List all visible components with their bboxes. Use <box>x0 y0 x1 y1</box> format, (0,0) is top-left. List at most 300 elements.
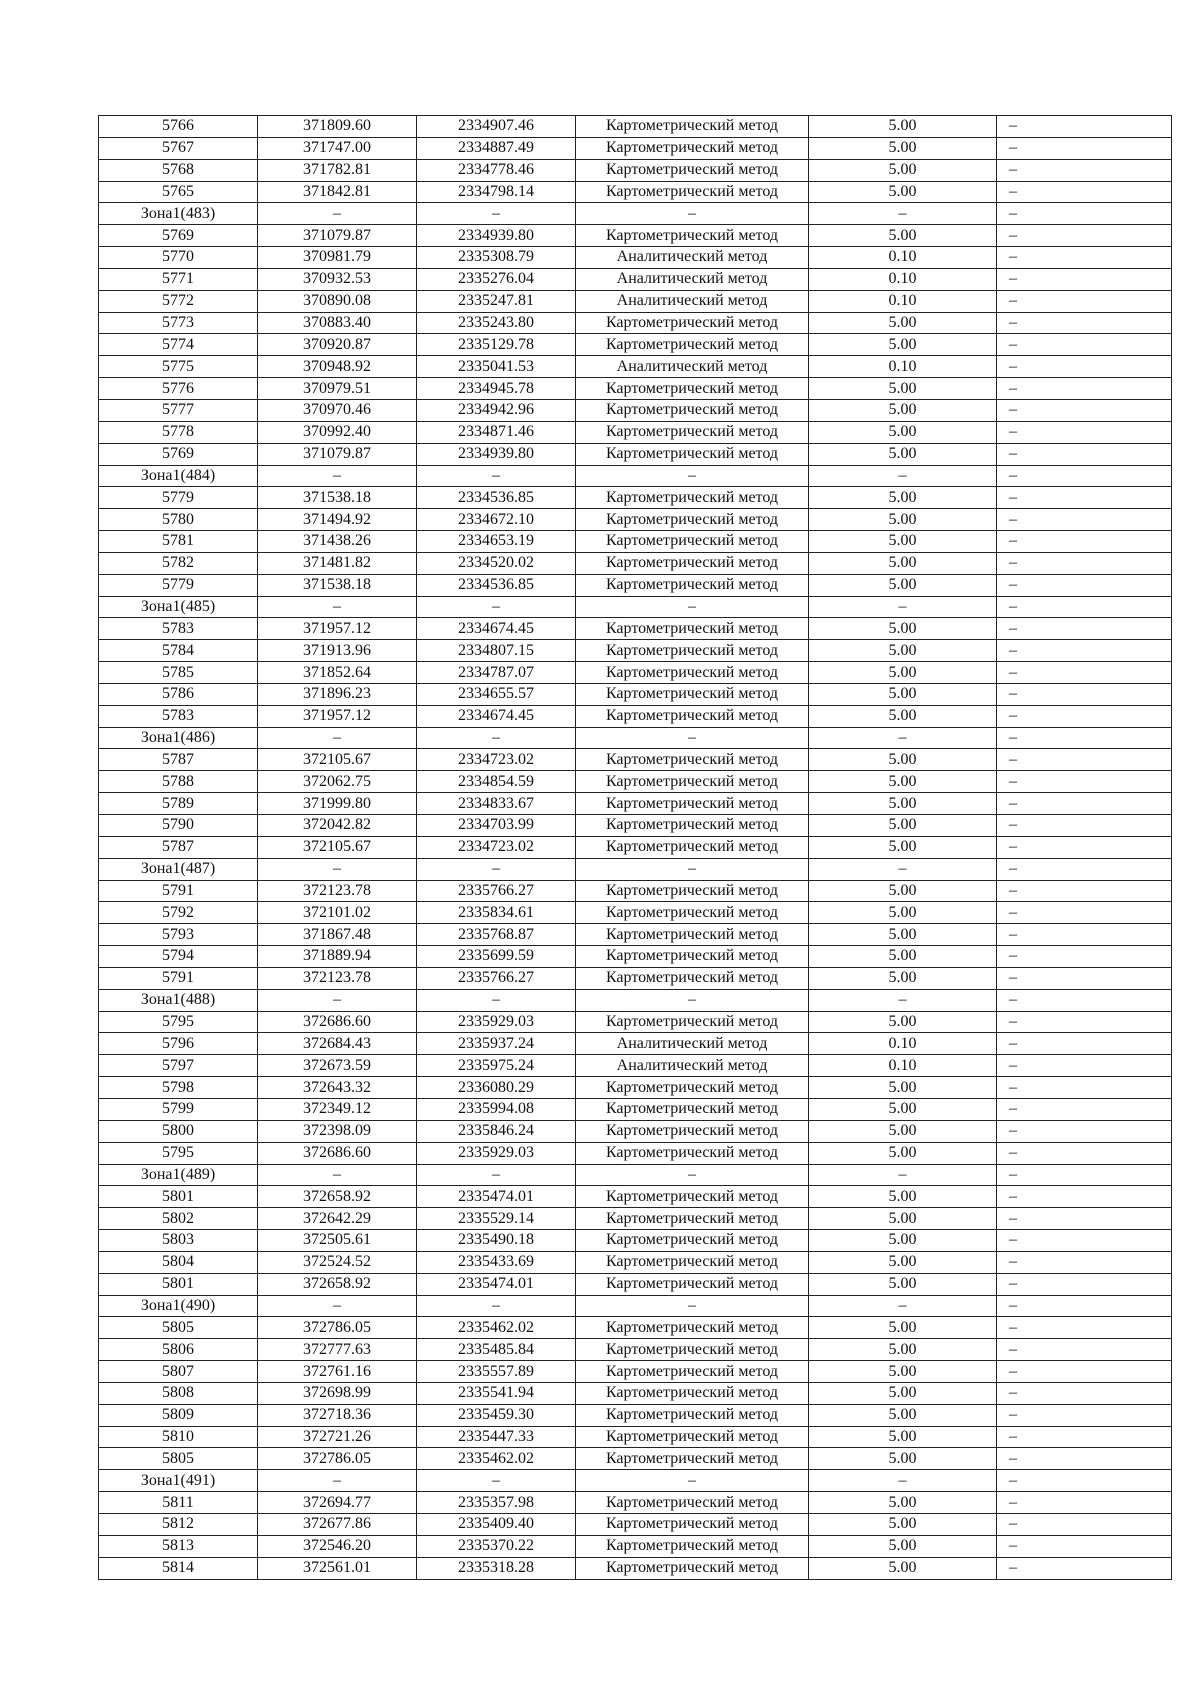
description-cell: – <box>997 1055 1172 1077</box>
point-id-cell: 5770 <box>99 247 258 269</box>
accuracy-cell: 5.00 <box>809 312 997 334</box>
description-cell: – <box>997 924 1172 946</box>
description-cell: – <box>997 1317 1172 1339</box>
zone-header-row <box>99 465 1172 487</box>
accuracy-cell: 5.00 <box>809 487 997 509</box>
accuracy-cell: – <box>809 596 997 618</box>
point-id-cell: 5772 <box>99 290 258 312</box>
zone-label-cell: Зона1(484) <box>99 465 258 487</box>
coordinates-table <box>98 115 1172 1580</box>
accuracy-cell: 5.00 <box>809 1186 997 1208</box>
point-id-cell: 5800 <box>99 1120 258 1142</box>
point-id-cell: 5796 <box>99 1033 258 1055</box>
method-cell: Картометрический метод <box>576 1208 809 1230</box>
description-cell: – <box>997 487 1172 509</box>
table-row <box>99 1142 1172 1164</box>
description-cell: – <box>997 1339 1172 1361</box>
zone-header-row <box>99 1164 1172 1186</box>
point-id-cell: 5783 <box>99 705 258 727</box>
accuracy-cell: 5.00 <box>809 1317 997 1339</box>
description-cell: – <box>997 1098 1172 1120</box>
accuracy-cell: 5.00 <box>809 683 997 705</box>
description-cell: – <box>997 552 1172 574</box>
y-coordinate-cell: – <box>417 727 576 749</box>
accuracy-cell: 5.00 <box>809 924 997 946</box>
x-coordinate-cell: 372677.86 <box>258 1514 417 1536</box>
method-cell: Картометрический метод <box>576 574 809 596</box>
y-coordinate-cell: 2335937.24 <box>417 1033 576 1055</box>
accuracy-cell: 5.00 <box>809 1448 997 1470</box>
table-row <box>99 1251 1172 1273</box>
x-coordinate-cell: 371494.92 <box>258 509 417 531</box>
table-row <box>99 181 1172 203</box>
x-coordinate-cell: 372642.29 <box>258 1208 417 1230</box>
point-id-cell: 5798 <box>99 1077 258 1099</box>
y-coordinate-cell: 2334674.45 <box>417 705 576 727</box>
table-row <box>99 1208 1172 1230</box>
accuracy-cell: 5.00 <box>809 967 997 989</box>
accuracy-cell: 5.00 <box>809 443 997 465</box>
accuracy-cell: – <box>809 989 997 1011</box>
method-cell: Картометрический метод <box>576 443 809 465</box>
accuracy-cell: 5.00 <box>809 749 997 771</box>
method-cell: – <box>576 596 809 618</box>
y-coordinate-cell: 2334653.19 <box>417 531 576 553</box>
x-coordinate-cell: 372698.99 <box>258 1382 417 1404</box>
description-cell: – <box>997 531 1172 553</box>
table-row <box>99 640 1172 662</box>
table-row <box>99 312 1172 334</box>
description-cell: – <box>997 858 1172 880</box>
table-row <box>99 1230 1172 1252</box>
y-coordinate-cell: 2334520.02 <box>417 552 576 574</box>
zone-header-row <box>99 727 1172 749</box>
y-coordinate-cell: 2335409.40 <box>417 1514 576 1536</box>
accuracy-cell: 5.00 <box>809 1142 997 1164</box>
y-coordinate-cell: 2334942.96 <box>417 399 576 421</box>
method-cell: Картометрический метод <box>576 640 809 662</box>
description-cell: – <box>997 334 1172 356</box>
accuracy-cell: 0.10 <box>809 1033 997 1055</box>
y-coordinate-cell: 2334871.46 <box>417 421 576 443</box>
point-id-cell: 5794 <box>99 946 258 968</box>
description-cell: – <box>997 705 1172 727</box>
accuracy-cell: 5.00 <box>809 378 997 400</box>
table-row <box>99 137 1172 159</box>
accuracy-cell: – <box>809 1164 997 1186</box>
y-coordinate-cell: 2335462.02 <box>417 1448 576 1470</box>
method-cell: Картометрический метод <box>576 116 809 138</box>
description-cell: – <box>997 1208 1172 1230</box>
method-cell: – <box>576 727 809 749</box>
point-id-cell: 5782 <box>99 552 258 574</box>
accuracy-cell: 0.10 <box>809 290 997 312</box>
y-coordinate-cell: 2335462.02 <box>417 1317 576 1339</box>
x-coordinate-cell: 371481.82 <box>258 552 417 574</box>
table-row <box>99 1077 1172 1099</box>
accuracy-cell: 5.00 <box>809 181 997 203</box>
y-coordinate-cell: 2335474.01 <box>417 1273 576 1295</box>
point-id-cell: 5805 <box>99 1448 258 1470</box>
x-coordinate-cell: 372398.09 <box>258 1120 417 1142</box>
y-coordinate-cell: 2334798.14 <box>417 181 576 203</box>
method-cell: Картометрический метод <box>576 1251 809 1273</box>
description-cell: – <box>997 1361 1172 1383</box>
accuracy-cell: 0.10 <box>809 1055 997 1077</box>
table-row <box>99 1055 1172 1077</box>
table-row <box>99 1186 1172 1208</box>
accuracy-cell: 5.00 <box>809 793 997 815</box>
description-cell: – <box>997 1120 1172 1142</box>
method-cell: Картометрический метод <box>576 771 809 793</box>
point-id-cell: 5769 <box>99 225 258 247</box>
description-cell: – <box>997 1230 1172 1252</box>
zone-label-cell: Зона1(488) <box>99 989 258 1011</box>
y-coordinate-cell: 2334672.10 <box>417 509 576 531</box>
description-cell: – <box>997 1011 1172 1033</box>
y-coordinate-cell: 2335459.30 <box>417 1404 576 1426</box>
x-coordinate-cell: 370979.51 <box>258 378 417 400</box>
accuracy-cell: 5.00 <box>809 618 997 640</box>
accuracy-cell: 5.00 <box>809 1230 997 1252</box>
y-coordinate-cell: 2334939.80 <box>417 443 576 465</box>
accuracy-cell: 5.00 <box>809 1514 997 1536</box>
description-cell: – <box>997 1448 1172 1470</box>
method-cell: Картометрический метод <box>576 1098 809 1120</box>
accuracy-cell: 5.00 <box>809 771 997 793</box>
accuracy-cell: 5.00 <box>809 421 997 443</box>
x-coordinate-cell: 370932.53 <box>258 268 417 290</box>
point-id-cell: 5769 <box>99 443 258 465</box>
point-id-cell: 5813 <box>99 1535 258 1557</box>
table-row <box>99 531 1172 553</box>
accuracy-cell: 5.00 <box>809 836 997 858</box>
method-cell: Картометрический метод <box>576 1142 809 1164</box>
y-coordinate-cell: 2335766.27 <box>417 880 576 902</box>
y-coordinate-cell: 2334536.85 <box>417 574 576 596</box>
x-coordinate-cell: 372786.05 <box>258 1317 417 1339</box>
point-id-cell: 5784 <box>99 640 258 662</box>
point-id-cell: 5773 <box>99 312 258 334</box>
method-cell: – <box>576 1470 809 1492</box>
y-coordinate-cell: – <box>417 203 576 225</box>
y-coordinate-cell: 2335541.94 <box>417 1382 576 1404</box>
x-coordinate-cell: 372524.52 <box>258 1251 417 1273</box>
point-id-cell: 5779 <box>99 574 258 596</box>
point-id-cell: 5786 <box>99 683 258 705</box>
y-coordinate-cell: 2335929.03 <box>417 1142 576 1164</box>
method-cell: Картометрический метод <box>576 1317 809 1339</box>
point-id-cell: 5805 <box>99 1317 258 1339</box>
x-coordinate-cell: 372684.43 <box>258 1033 417 1055</box>
accuracy-cell: 5.00 <box>809 116 997 138</box>
table-row <box>99 159 1172 181</box>
table-row <box>99 1339 1172 1361</box>
point-id-cell: 5809 <box>99 1404 258 1426</box>
x-coordinate-cell: 370883.40 <box>258 312 417 334</box>
table-row <box>99 946 1172 968</box>
description-cell: – <box>997 836 1172 858</box>
x-coordinate-cell: 371079.87 <box>258 225 417 247</box>
method-cell: Картометрический метод <box>576 378 809 400</box>
x-coordinate-cell: 371889.94 <box>258 946 417 968</box>
table-row <box>99 574 1172 596</box>
method-cell: Картометрический метод <box>576 334 809 356</box>
x-coordinate-cell: 370890.08 <box>258 290 417 312</box>
method-cell: Картометрический метод <box>576 1557 809 1579</box>
point-id-cell: 5810 <box>99 1426 258 1448</box>
x-coordinate-cell: 371538.18 <box>258 487 417 509</box>
y-coordinate-cell: 2334703.99 <box>417 815 576 837</box>
point-id-cell: 5766 <box>99 116 258 138</box>
accuracy-cell: 5.00 <box>809 705 997 727</box>
y-coordinate-cell: – <box>417 1295 576 1317</box>
point-id-cell: 5768 <box>99 159 258 181</box>
method-cell: – <box>576 203 809 225</box>
y-coordinate-cell: 2335994.08 <box>417 1098 576 1120</box>
table-row <box>99 334 1172 356</box>
accuracy-cell: 5.00 <box>809 946 997 968</box>
accuracy-cell: 5.00 <box>809 662 997 684</box>
x-coordinate-cell: 372105.67 <box>258 749 417 771</box>
table-row <box>99 815 1172 837</box>
point-id-cell: 5793 <box>99 924 258 946</box>
method-cell: Картометрический метод <box>576 1339 809 1361</box>
method-cell: Картометрический метод <box>576 967 809 989</box>
table-row <box>99 268 1172 290</box>
description-cell: – <box>997 1251 1172 1273</box>
method-cell: Картометрический метод <box>576 137 809 159</box>
x-coordinate-cell: 372123.78 <box>258 967 417 989</box>
point-id-cell: 5792 <box>99 902 258 924</box>
point-id-cell: 5789 <box>99 793 258 815</box>
method-cell: Картометрический метод <box>576 1120 809 1142</box>
method-cell: Картометрический метод <box>576 225 809 247</box>
x-coordinate-cell: 370948.92 <box>258 356 417 378</box>
y-coordinate-cell: 2334674.45 <box>417 618 576 640</box>
y-coordinate-cell: 2335485.84 <box>417 1339 576 1361</box>
y-coordinate-cell: 2334854.59 <box>417 771 576 793</box>
table-row <box>99 683 1172 705</box>
table-row <box>99 1535 1172 1557</box>
y-coordinate-cell: 2335370.22 <box>417 1535 576 1557</box>
description-cell: – <box>997 1295 1172 1317</box>
method-cell: Картометрический метод <box>576 793 809 815</box>
description-cell: – <box>997 1142 1172 1164</box>
description-cell: – <box>997 1077 1172 1099</box>
x-coordinate-cell: 372718.36 <box>258 1404 417 1426</box>
y-coordinate-cell: – <box>417 989 576 1011</box>
table-row <box>99 1098 1172 1120</box>
method-cell: Аналитический метод <box>576 290 809 312</box>
accuracy-cell: 5.00 <box>809 1557 997 1579</box>
accuracy-cell: – <box>809 858 997 880</box>
description-cell: – <box>997 1514 1172 1536</box>
point-id-cell: 5776 <box>99 378 258 400</box>
description-cell: – <box>997 116 1172 138</box>
point-id-cell: 5779 <box>99 487 258 509</box>
description-cell: – <box>997 1426 1172 1448</box>
point-id-cell: 5807 <box>99 1361 258 1383</box>
description-cell: – <box>997 399 1172 421</box>
point-id-cell: 5778 <box>99 421 258 443</box>
point-id-cell: 5785 <box>99 662 258 684</box>
accuracy-cell: 5.00 <box>809 1492 997 1514</box>
zone-header-row <box>99 203 1172 225</box>
table-row <box>99 116 1172 138</box>
point-id-cell: 5765 <box>99 181 258 203</box>
accuracy-cell: 5.00 <box>809 1120 997 1142</box>
description-cell: – <box>997 1404 1172 1426</box>
x-coordinate-cell: 372761.16 <box>258 1361 417 1383</box>
y-coordinate-cell: 2334807.15 <box>417 640 576 662</box>
table-row <box>99 1011 1172 1033</box>
point-id-cell: 5771 <box>99 268 258 290</box>
x-coordinate-cell: 371896.23 <box>258 683 417 705</box>
method-cell: – <box>576 858 809 880</box>
y-coordinate-cell: 2335768.87 <box>417 924 576 946</box>
y-coordinate-cell: 2334787.07 <box>417 662 576 684</box>
y-coordinate-cell: 2335557.89 <box>417 1361 576 1383</box>
point-id-cell: 5767 <box>99 137 258 159</box>
y-coordinate-cell: 2335834.61 <box>417 902 576 924</box>
table-row <box>99 1361 1172 1383</box>
accuracy-cell: 5.00 <box>809 1208 997 1230</box>
point-id-cell: 5808 <box>99 1382 258 1404</box>
point-id-cell: 5777 <box>99 399 258 421</box>
table-row <box>99 1382 1172 1404</box>
table-row <box>99 902 1172 924</box>
description-cell: – <box>997 662 1172 684</box>
method-cell: Картометрический метод <box>576 1535 809 1557</box>
zone-header-row <box>99 596 1172 618</box>
description-cell: – <box>997 159 1172 181</box>
x-coordinate-cell: – <box>258 989 417 1011</box>
accuracy-cell: 0.10 <box>809 356 997 378</box>
x-coordinate-cell: 372546.20 <box>258 1535 417 1557</box>
y-coordinate-cell: 2335308.79 <box>417 247 576 269</box>
description-cell: – <box>997 509 1172 531</box>
point-id-cell: 5795 <box>99 1142 258 1164</box>
table-row <box>99 509 1172 531</box>
method-cell: Картометрический метод <box>576 181 809 203</box>
x-coordinate-cell: 371747.00 <box>258 137 417 159</box>
point-id-cell: 5812 <box>99 1514 258 1536</box>
y-coordinate-cell: 2335433.69 <box>417 1251 576 1273</box>
table-row <box>99 399 1172 421</box>
x-coordinate-cell: 372643.32 <box>258 1077 417 1099</box>
method-cell: Картометрический метод <box>576 1230 809 1252</box>
x-coordinate-cell: 371852.64 <box>258 662 417 684</box>
accuracy-cell: 5.00 <box>809 1361 997 1383</box>
x-coordinate-cell: 372042.82 <box>258 815 417 837</box>
zone-label-cell: Зона1(483) <box>99 203 258 225</box>
accuracy-cell: 5.00 <box>809 225 997 247</box>
accuracy-cell: 5.00 <box>809 552 997 574</box>
x-coordinate-cell: 371999.80 <box>258 793 417 815</box>
x-coordinate-cell: 372658.92 <box>258 1186 417 1208</box>
x-coordinate-cell: 372101.02 <box>258 902 417 924</box>
y-coordinate-cell: 2334778.46 <box>417 159 576 181</box>
accuracy-cell: 0.10 <box>809 247 997 269</box>
accuracy-cell: 5.00 <box>809 1404 997 1426</box>
x-coordinate-cell: 371782.81 <box>258 159 417 181</box>
zone-label-cell: Зона1(487) <box>99 858 258 880</box>
y-coordinate-cell: 2334887.49 <box>417 137 576 159</box>
method-cell: Аналитический метод <box>576 356 809 378</box>
y-coordinate-cell: 2334655.57 <box>417 683 576 705</box>
method-cell: Картометрический метод <box>576 1077 809 1099</box>
table-row <box>99 487 1172 509</box>
y-coordinate-cell: 2334723.02 <box>417 836 576 858</box>
description-cell: – <box>997 181 1172 203</box>
method-cell: Картометрический метод <box>576 1011 809 1033</box>
accuracy-cell: 5.00 <box>809 1382 997 1404</box>
method-cell: Аналитический метод <box>576 1055 809 1077</box>
y-coordinate-cell: 2334833.67 <box>417 793 576 815</box>
accuracy-cell: – <box>809 203 997 225</box>
accuracy-cell: 5.00 <box>809 1077 997 1099</box>
method-cell: Картометрический метод <box>576 1448 809 1470</box>
accuracy-cell: 5.00 <box>809 640 997 662</box>
x-coordinate-cell: 372777.63 <box>258 1339 417 1361</box>
x-coordinate-cell: 371867.48 <box>258 924 417 946</box>
description-cell: – <box>997 443 1172 465</box>
x-coordinate-cell: – <box>258 1295 417 1317</box>
table-row <box>99 225 1172 247</box>
method-cell: Картометрический метод <box>576 552 809 574</box>
description-cell: – <box>997 356 1172 378</box>
method-cell: Картометрический метод <box>576 662 809 684</box>
y-coordinate-cell: – <box>417 1470 576 1492</box>
x-coordinate-cell: 372123.78 <box>258 880 417 902</box>
x-coordinate-cell: 371957.12 <box>258 618 417 640</box>
zone-label-cell: Зона1(489) <box>99 1164 258 1186</box>
accuracy-cell: 5.00 <box>809 880 997 902</box>
method-cell: Аналитический метод <box>576 268 809 290</box>
description-cell: – <box>997 290 1172 312</box>
y-coordinate-cell: 2334723.02 <box>417 749 576 771</box>
x-coordinate-cell: 370920.87 <box>258 334 417 356</box>
description-cell: – <box>997 1382 1172 1404</box>
x-coordinate-cell: – <box>258 727 417 749</box>
method-cell: Картометрический метод <box>576 1273 809 1295</box>
table-row <box>99 421 1172 443</box>
y-coordinate-cell: 2334907.46 <box>417 116 576 138</box>
y-coordinate-cell: 2335357.98 <box>417 1492 576 1514</box>
table-row <box>99 290 1172 312</box>
point-id-cell: 5801 <box>99 1186 258 1208</box>
table-row <box>99 967 1172 989</box>
x-coordinate-cell: 371842.81 <box>258 181 417 203</box>
y-coordinate-cell: 2335447.33 <box>417 1426 576 1448</box>
y-coordinate-cell: 2335975.24 <box>417 1055 576 1077</box>
table-row <box>99 1120 1172 1142</box>
description-cell: – <box>997 771 1172 793</box>
point-id-cell: 5802 <box>99 1208 258 1230</box>
description-cell: – <box>997 378 1172 400</box>
point-id-cell: 5790 <box>99 815 258 837</box>
y-coordinate-cell: 2336080.29 <box>417 1077 576 1099</box>
method-cell: Картометрический метод <box>576 683 809 705</box>
table-row <box>99 836 1172 858</box>
accuracy-cell: 5.00 <box>809 509 997 531</box>
table-row <box>99 356 1172 378</box>
method-cell: – <box>576 465 809 487</box>
method-cell: Картометрический метод <box>576 312 809 334</box>
method-cell: Картометрический метод <box>576 749 809 771</box>
description-cell: – <box>997 640 1172 662</box>
